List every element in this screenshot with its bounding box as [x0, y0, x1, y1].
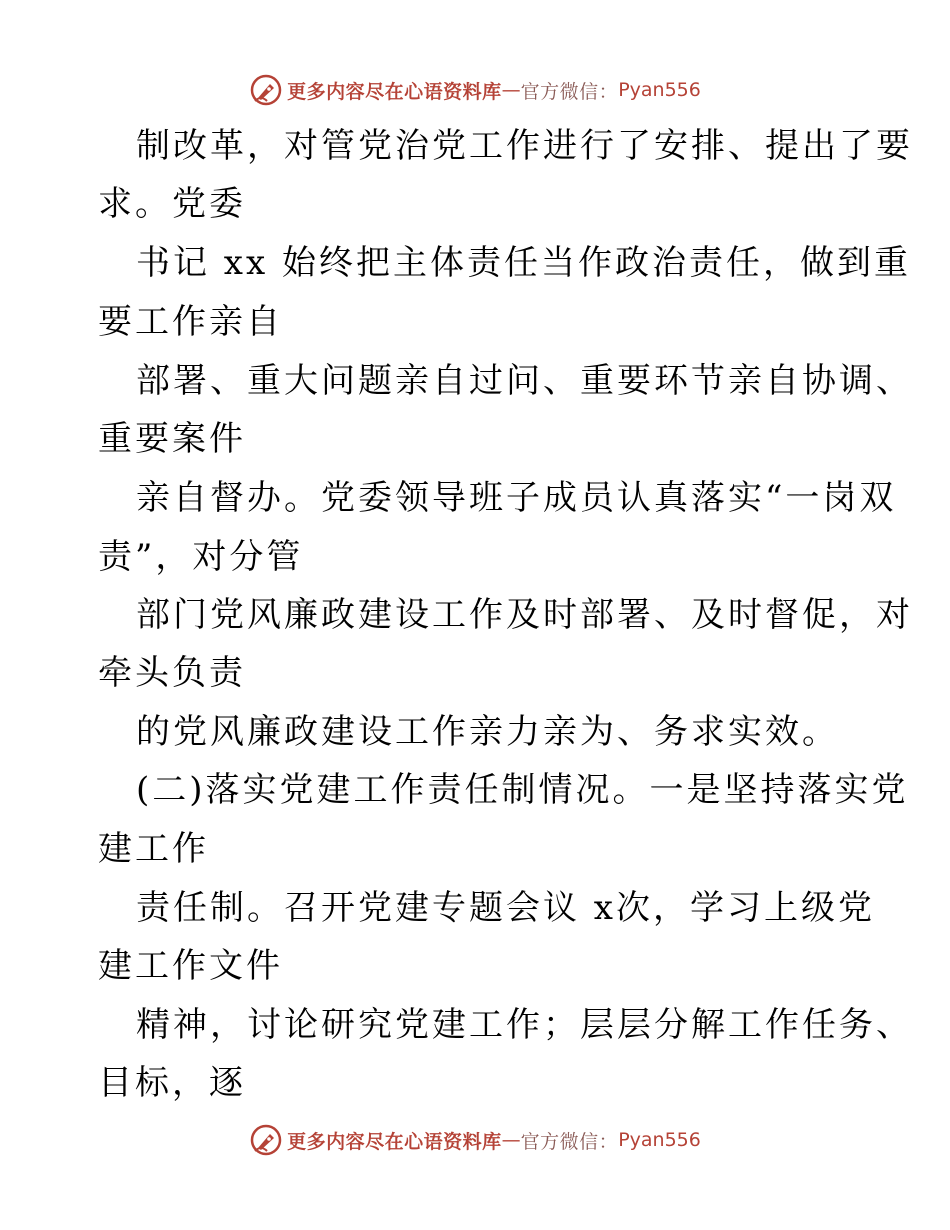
banner-dash: — [501, 79, 521, 101]
body-line: 求。党委 [98, 184, 246, 224]
header-watermark-banner [0, 70, 950, 110]
body-line: 部署、重大问题亲自过问、重要环节亲自协调、 [136, 361, 913, 401]
footer-watermark-banner [0, 1120, 950, 1160]
banner-wechat-label: 官方微信： [520, 1130, 619, 1153]
body-line: 责任制。召开党建专题会议 x次，学习上级党 [136, 888, 875, 928]
body-line: 精神，讨论研究党建工作；层层分解工作任务、 [136, 1005, 913, 1045]
body-line: 亲自督办。党委领导班子成员认真落实“一岗双 [136, 478, 897, 518]
body-line: 责”，对分管 [98, 537, 304, 577]
pen-nib-seal-icon [249, 73, 283, 107]
body-line: 牵头负责 [98, 653, 246, 693]
pen-nib-seal-icon [249, 1123, 283, 1157]
body-line: 要工作亲自 [98, 302, 283, 342]
body-line: 书记 xx 始终把主体责任当作政治责任，做到重 [136, 243, 911, 283]
banner-dash: — [501, 1129, 521, 1151]
body-line: 建工作 [98, 829, 209, 869]
banner-wechat-label: 官方微信： [520, 80, 619, 103]
section-heading-line: (二)落实党建工作责任制情况。一是坚持落实党 [136, 770, 909, 810]
body-line: 建工作文件 [98, 946, 283, 986]
body-line: 部门党风廉政建设工作及时部署、及时督促，对 [136, 595, 913, 635]
banner-site-name: 更多内容尽在心语资料库 [287, 1130, 502, 1153]
banner-wechat-id: Pyan556 [618, 79, 701, 101]
body-line: 重要案件 [98, 419, 246, 459]
banner-wechat-id: Pyan556 [618, 1129, 701, 1151]
body-line: 的党风廉政建设工作亲力亲为、务求实效。 [136, 712, 839, 752]
body-line: 目标，逐 [98, 1063, 246, 1103]
body-line: 制改革，对管党治党工作进行了安排、提出了要 [136, 126, 913, 166]
banner-site-name: 更多内容尽在心语资料库 [287, 80, 502, 103]
